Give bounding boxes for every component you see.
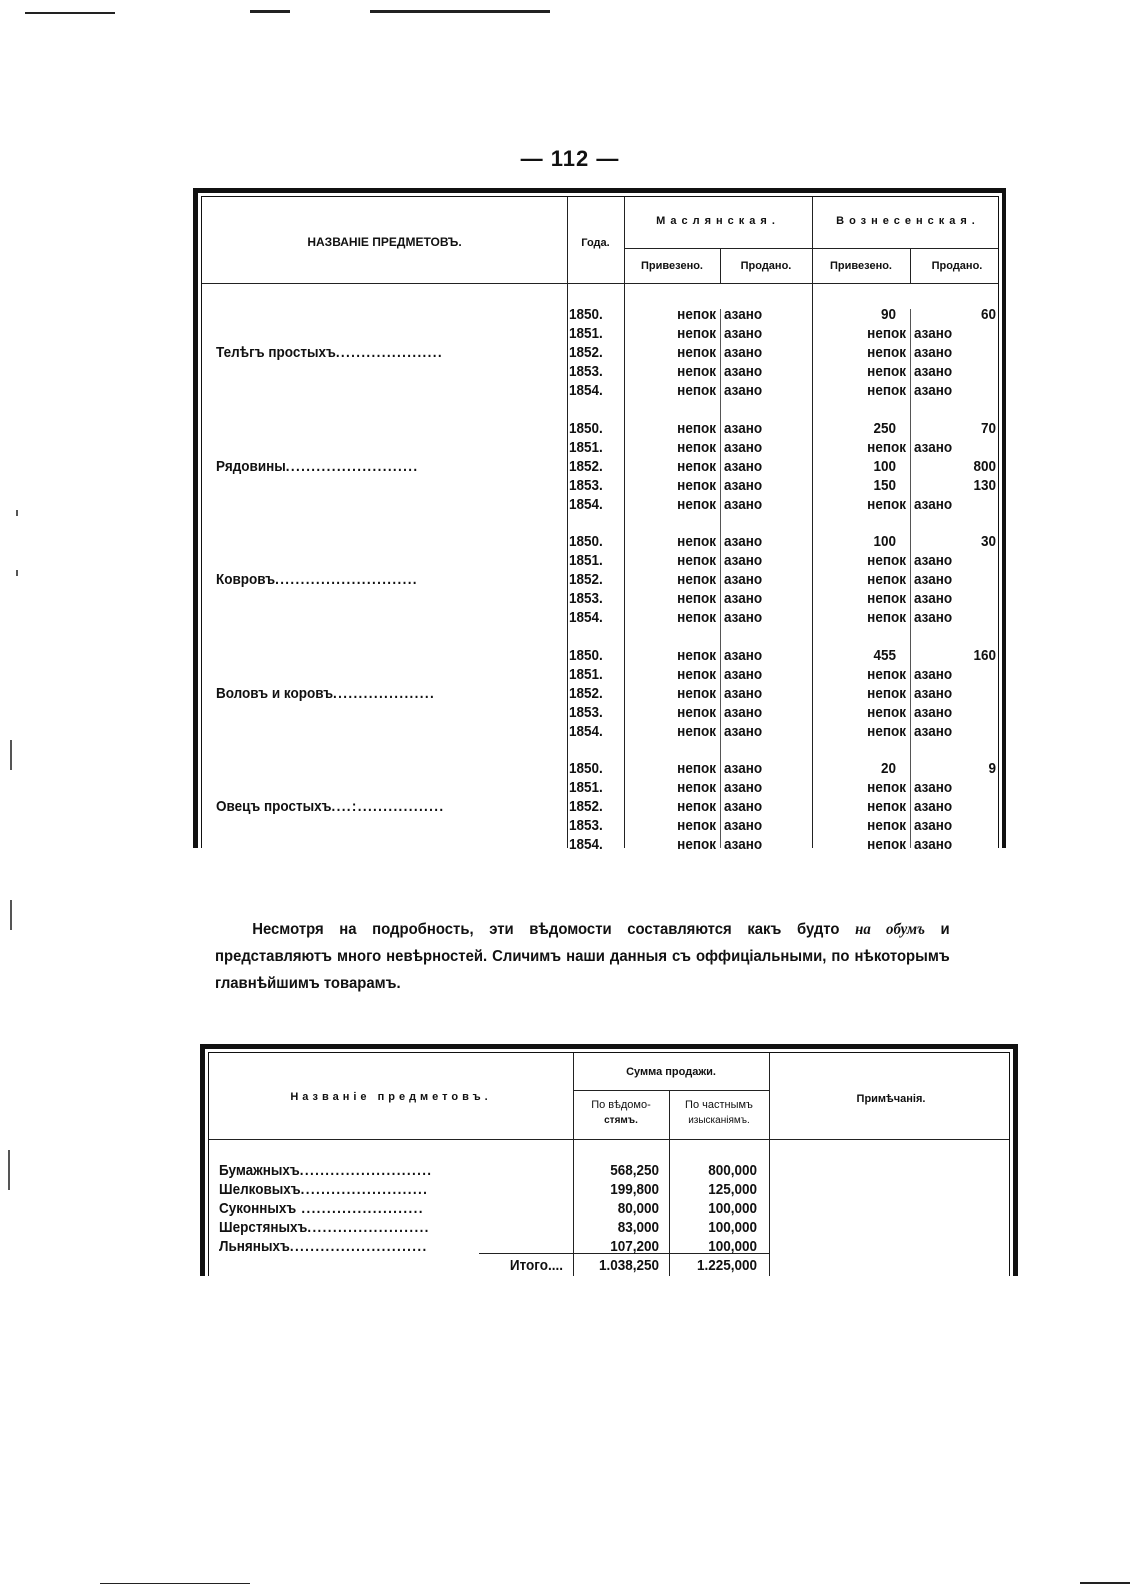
leader-dots: .......................... — [299, 1162, 433, 1179]
fair1-sold-cell: азано — [724, 685, 763, 702]
item-name-text: Воловъ и коровъ — [216, 685, 334, 702]
fair1-sold-cell: азано — [724, 552, 763, 569]
header-fair1-sold: Продано. — [740, 260, 792, 272]
product-name-text: Суконныхъ — [219, 1200, 297, 1217]
year-cell: 1852. — [569, 685, 603, 702]
total-label: Итого.... — [509, 1257, 563, 1274]
fair2-sold-cell: азано — [914, 817, 953, 834]
fair2-imported-cell: 100 — [873, 533, 896, 550]
col-divider-year — [567, 197, 568, 848]
scan-artifact-top-right — [370, 10, 550, 13]
fair2-sold-cell: 130 — [973, 477, 996, 494]
product-name — [219, 1161, 432, 1180]
fair1-imported-cell: непок — [677, 798, 716, 815]
fair2-imported-cell: непок — [867, 704, 906, 721]
fair2-sold-cell: 9 — [988, 760, 996, 777]
fair1-imported-cell: непок — [677, 666, 716, 683]
body-divider-fair2 — [910, 309, 911, 848]
fair1-sold-cell: азано — [724, 609, 763, 626]
fair2-imported-cell: непок — [867, 325, 906, 342]
year-cell: 1851. — [569, 552, 603, 569]
fair2-imported-cell: 20 — [880, 760, 896, 777]
page-number: — 112 — — [520, 146, 620, 171]
header-fair2-sold: Продано. — [931, 260, 983, 272]
private-sum-cell: 100,000 — [708, 1219, 757, 1236]
fair1-sold-cell: азано — [724, 798, 763, 815]
fair1-imported-cell: непок — [677, 685, 716, 702]
sum-subheader-rule — [573, 1090, 769, 1091]
fair2-sold-cell: азано — [914, 779, 953, 796]
fair1-sold-cell: азано — [724, 363, 763, 380]
fair2-sold-cell: азано — [914, 609, 953, 626]
fair2-imported-cell: непок — [867, 685, 906, 702]
product-name — [219, 1218, 430, 1237]
year-cell: 1854. — [569, 382, 603, 399]
fair2-sold-cell: азано — [914, 552, 953, 569]
year-cell: 1854. — [569, 723, 603, 740]
scan-artifact-top-mid — [250, 10, 290, 13]
fair2-sold-cell: азано — [914, 325, 953, 342]
fair2-imported-cell: непок — [867, 609, 906, 626]
fair1-imported-cell: непок — [677, 571, 716, 588]
private-sum-cell: 100,000 — [708, 1238, 757, 1255]
paragraph-text-start: Несмотря на подробность, эти вѣдомости составляются какъ будто — [252, 921, 856, 938]
fair1-sold-cell: азано — [724, 382, 763, 399]
year-cell: 1853. — [569, 704, 603, 721]
header-fair1-imported: Привезено. — [641, 260, 703, 272]
margin-speck — [10, 900, 12, 930]
year-cell: 1853. — [569, 477, 603, 494]
col-divider-notes — [769, 1053, 770, 1276]
fair1-sold-cell: азано — [724, 817, 763, 834]
fair2-imported-cell: непок — [867, 836, 906, 853]
fair2-sold-cell: азано — [914, 344, 953, 361]
fair1-imported-cell: непок — [677, 325, 716, 342]
fair2-sold-cell: азано — [914, 439, 953, 456]
fair2-sold-cell: 30 — [980, 533, 996, 550]
total-official: 1.038,250 — [598, 1257, 659, 1274]
item-name — [216, 457, 418, 476]
col-divider-fair1 — [624, 197, 625, 848]
item-name — [216, 684, 435, 703]
item-name-text: Овецъ простыхъ — [216, 798, 332, 815]
header-private-l1: По частнымъ — [685, 1099, 753, 1111]
year-cell: 1850. — [569, 647, 603, 664]
commentary-paragraph — [215, 916, 950, 997]
total-private: 1.225,000 — [696, 1257, 757, 1274]
fair2-sold-cell: азано — [914, 496, 953, 513]
paragraph-text-end: и представляютъ много невѣрностей. Сличимъ наши данныя съ оффиціальными, по нѣкоторымъ главнѣйшимъ товарамъ. — [215, 921, 950, 992]
fair2-imported-cell: непок — [867, 590, 906, 607]
fair1-sold-cell: азано — [724, 496, 763, 513]
fair2-sold-cell: азано — [914, 382, 953, 399]
fair1-sold-cell: азано — [724, 533, 763, 550]
header-sales-sum: Сумма продажи. — [626, 1066, 716, 1078]
fair2-sold-cell: 800 — [973, 458, 996, 475]
year-cell: 1853. — [569, 817, 603, 834]
fair2-sold-cell: азано — [914, 798, 953, 815]
fair2-imported-cell: 250 — [873, 420, 896, 437]
sales-comparison-table-inner — [208, 1052, 1010, 1276]
margin-speck — [8, 1150, 10, 1190]
leader-dots: ......................... — [300, 1181, 429, 1198]
fair2-sold-cell: азано — [914, 723, 953, 740]
fair2-imported-cell: непок — [867, 552, 906, 569]
margin-speck — [16, 510, 18, 516]
item-name-text: Ковровъ — [216, 571, 276, 588]
fair1-imported-cell: непок — [677, 779, 716, 796]
header-fair-voznesenskaya: Вознесенская. — [836, 215, 980, 227]
fair2-imported-cell: непок — [867, 363, 906, 380]
fair2-imported-cell: непок — [867, 382, 906, 399]
year-cell: 1851. — [569, 779, 603, 796]
col-divider-fair2 — [812, 197, 813, 848]
fair1-imported-cell: непок — [677, 306, 716, 323]
fair1-sold-cell: азано — [724, 760, 763, 777]
fair2-sold-cell: 60 — [980, 306, 996, 323]
item-name-text: Телѣгъ простыхъ — [216, 344, 336, 361]
fair2-sold-cell: азано — [914, 666, 953, 683]
fair1-sold-cell: азано — [724, 420, 763, 437]
fair1-imported-cell: непок — [677, 533, 716, 550]
fair1-sold-cell: азано — [724, 477, 763, 494]
fair2-imported-cell: непок — [867, 496, 906, 513]
fair2-sold-cell: азано — [914, 571, 953, 588]
fair2-imported-cell: непок — [867, 571, 906, 588]
official-sum-cell: 199,800 — [610, 1181, 659, 1198]
leader-dots: ........................... — [289, 1238, 428, 1255]
private-sum-cell: 125,000 — [708, 1181, 757, 1198]
fair1-imported-cell: непок — [677, 496, 716, 513]
header-item-name: Названіе предметовъ. — [290, 1091, 492, 1103]
fair1-sold-cell: азано — [724, 458, 763, 475]
fair2-imported-cell: 100 — [873, 458, 896, 475]
year-cell: 1854. — [569, 609, 603, 626]
year-cell: 1852. — [569, 458, 603, 475]
fair1-sold-cell: азано — [724, 344, 763, 361]
fair2-sold-cell: азано — [914, 685, 953, 702]
year-cell: 1851. — [569, 666, 603, 683]
item-name — [216, 797, 444, 816]
official-sum-cell: 568,250 — [610, 1162, 659, 1179]
fair1-sold-cell: азано — [724, 439, 763, 456]
fair2-imported-cell: непок — [867, 817, 906, 834]
leader-dots: ........................ — [296, 1200, 424, 1217]
leader-dots: .................... — [333, 685, 436, 702]
fair1-imported-cell: непок — [677, 552, 716, 569]
fair2-sold-cell: азано — [914, 363, 953, 380]
fair1-imported-cell: непок — [677, 344, 716, 361]
fair1-imported-cell: непок — [677, 363, 716, 380]
header-bottom-rule — [202, 283, 998, 284]
header-official-l2: стямъ. — [604, 1115, 638, 1126]
product-name-text: Шелковыхъ — [219, 1181, 301, 1198]
header-notes: Примѣчанія. — [856, 1093, 926, 1105]
header-fair2-imported: Привезено. — [830, 260, 892, 272]
year-cell: 1853. — [569, 590, 603, 607]
year-cell: 1850. — [569, 420, 603, 437]
fair1-imported-cell: непок — [677, 723, 716, 740]
fair1-sold-cell: азано — [724, 325, 763, 342]
leader-dots: ............................ — [275, 571, 418, 588]
header-official-l1: По вѣдомо- — [591, 1099, 651, 1111]
leader-dots: ........................ — [307, 1219, 430, 1236]
fair1-sold-cell: азано — [724, 590, 763, 607]
fair1-imported-cell: непок — [677, 609, 716, 626]
year-cell: 1850. — [569, 533, 603, 550]
item-name — [216, 570, 418, 589]
year-cell: 1852. — [569, 798, 603, 815]
fair-subheader-rule — [624, 248, 998, 249]
leader-dots: ..................... — [335, 344, 443, 361]
official-sum-cell: 80,000 — [617, 1200, 659, 1217]
fair2-imported-cell: непок — [867, 344, 906, 361]
fair1-sold-cell: азано — [724, 723, 763, 740]
fair2-imported-cell: непок — [867, 798, 906, 815]
product-name-text: Шерстяныхъ — [219, 1219, 308, 1236]
fair2-sold-cell: 160 — [973, 647, 996, 664]
year-cell: 1851. — [569, 325, 603, 342]
header-fair-maslyanskaya: Маслянская. — [656, 215, 780, 227]
year-cell: 1850. — [569, 306, 603, 323]
fair1-sold-cell: азано — [724, 571, 763, 588]
header-year: Года. — [581, 237, 610, 249]
year-cell: 1851. — [569, 439, 603, 456]
product-name — [219, 1237, 428, 1256]
fair1-sold-cell: азано — [724, 647, 763, 664]
fair2-imported-cell: 90 — [880, 306, 896, 323]
scan-artifact-bottom-left — [100, 1583, 250, 1584]
fair1-imported-cell: непок — [677, 590, 716, 607]
scan-artifact-bottom-right — [1080, 1582, 1130, 1584]
fair1-imported-cell: непок — [677, 477, 716, 494]
fair1-imported-cell: непок — [677, 647, 716, 664]
body-divider-fair1 — [720, 309, 721, 848]
product-name — [219, 1199, 424, 1218]
fair1-sold-cell: азано — [724, 666, 763, 683]
private-sum-cell: 100,000 — [708, 1200, 757, 1217]
fair2-imported-cell: 455 — [873, 647, 896, 664]
paragraph-italic-phrase: на обумъ — [855, 921, 925, 938]
product-name-text: Бумажныхъ — [219, 1162, 300, 1179]
sales-comparison-table — [200, 1044, 1018, 1276]
margin-speck — [16, 570, 18, 576]
fair1-imported-cell: непок — [677, 760, 716, 777]
year-cell: 1854. — [569, 496, 603, 513]
fair1-imported-cell: непок — [677, 458, 716, 475]
header-bottom-rule — [209, 1139, 1009, 1140]
fair1-sold-cell: азано — [724, 704, 763, 721]
fair-trade-table — [193, 188, 1006, 853]
fair2-sold-cell: 70 — [980, 420, 996, 437]
header-private-l2: изысканіямъ. — [688, 1115, 750, 1126]
private-sum-cell: 800,000 — [708, 1162, 757, 1179]
year-cell: 1852. — [569, 571, 603, 588]
year-cell: 1850. — [569, 760, 603, 777]
scan-artifact-top-left — [25, 12, 115, 14]
fair1-imported-cell: непок — [677, 836, 716, 853]
fair1-sold-cell: азано — [724, 836, 763, 853]
leader-dots: ....:................. — [331, 798, 445, 815]
official-sum-cell: 107,200 — [610, 1238, 659, 1255]
fair-trade-table-inner — [201, 196, 999, 853]
fair2-sold-cell: азано — [914, 836, 953, 853]
fair2-imported-cell: 150 — [873, 477, 896, 494]
fair2-imported-cell: непок — [867, 723, 906, 740]
year-cell: 1854. — [569, 836, 603, 853]
fair1-imported-cell: непок — [677, 704, 716, 721]
col-divider-official — [573, 1053, 574, 1276]
fair2-imported-cell: непок — [867, 666, 906, 683]
official-sum-cell: 83,000 — [617, 1219, 659, 1236]
year-cell: 1853. — [569, 363, 603, 380]
fair1-sold-cell: азано — [724, 306, 763, 323]
fair1-sold-cell: азано — [724, 779, 763, 796]
fair1-imported-cell: непок — [677, 439, 716, 456]
leader-dots: .......................... — [285, 458, 419, 475]
fair2-imported-cell: непок — [867, 439, 906, 456]
fair2-sold-cell: азано — [914, 704, 953, 721]
fair2-sold-cell: азано — [914, 590, 953, 607]
header-item-name: НАЗВАНІЕ ПРЕДМЕТОВЪ. — [307, 235, 462, 249]
item-name — [216, 343, 443, 362]
fair1-imported-cell: непок — [677, 420, 716, 437]
margin-speck — [10, 740, 12, 770]
product-name-text: Льняныхъ — [219, 1238, 290, 1255]
item-name-text: Рядовины — [216, 458, 286, 475]
fair2-imported-cell: непок — [867, 779, 906, 796]
year-cell: 1852. — [569, 344, 603, 361]
fair1-imported-cell: непок — [677, 382, 716, 399]
product-name — [219, 1180, 428, 1199]
fair1-imported-cell: непок — [677, 817, 716, 834]
